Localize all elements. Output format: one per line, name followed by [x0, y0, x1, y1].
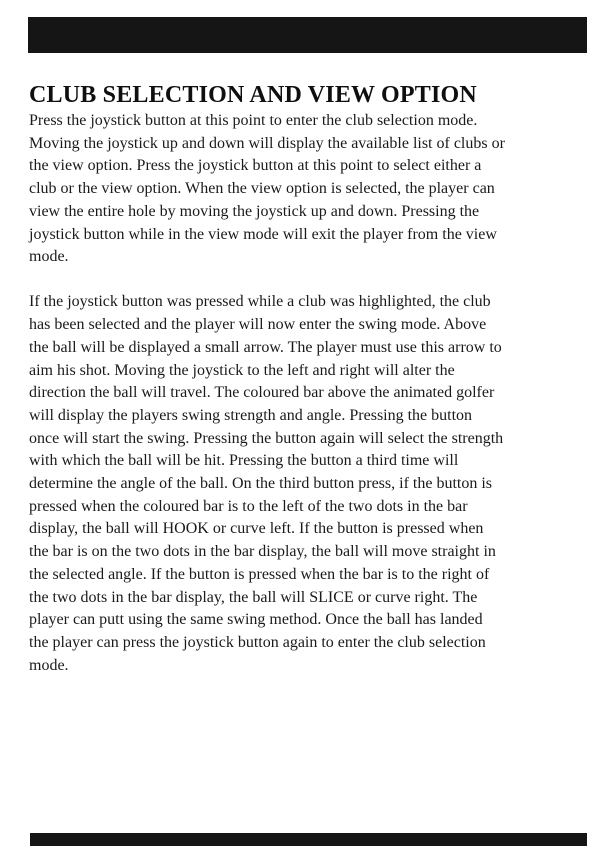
text-line: the two dots in the bar display, the ball will SLICE or curve right. The: [29, 588, 478, 606]
text-line: the bar is on the two dots in the bar display, the ball will move straight in: [29, 543, 496, 561]
section-title: CLUB SELECTION AND VIEW OPTION: [29, 82, 477, 108]
top-header-bar: [28, 17, 587, 53]
text-line: pressed when the coloured bar is to the left of the two dots in the bar: [29, 497, 468, 515]
text-line: once will start the swing. Pressing the button again will select the strength: [29, 429, 504, 447]
text-line: player can putt using the same swing method. Once the ball has landed: [29, 611, 483, 629]
bottom-footer-bar: [30, 833, 587, 846]
text-line: mode.: [29, 248, 69, 266]
text-line: mode.: [29, 656, 69, 674]
text-line: direction the ball will travel. The coloured bar above the animated golfer: [29, 384, 495, 402]
text-line: Press the joystick button at this point to enter the club selection mode.: [29, 112, 478, 129]
text-line: with which the ball will be hit. Pressing the button a third time will: [29, 452, 459, 470]
text-line: the ball will be displayed a small arrow. The player must use this arrow to: [29, 338, 502, 356]
text-line: Moving the joystick up and down will display the available list of clubs or: [29, 134, 505, 152]
text-line: display, the ball will HOOK or curve left. If the button is pressed when: [29, 520, 484, 538]
text-line: determine the angle of the ball. On the third button press, if the button is: [29, 475, 493, 493]
text-line: the selected angle. If the button is pressed when the bar is to the right of: [29, 565, 490, 583]
text-line: If the joystick button was pressed while a club was highlighted, the club: [29, 293, 491, 311]
text-line: has been selected and the player will now enter the swing mode. Above: [29, 316, 487, 334]
text-line: joystick button while in the view mode will exit the player from the view: [29, 225, 497, 243]
paragraph-club-selection: [29, 110, 589, 269]
text-line: view the entire hole by moving the joystick up and down. Pressing the: [29, 202, 480, 220]
text-line: the player can press the joystick button again to enter the club selection: [29, 633, 486, 651]
text-line: the view option. Press the joystick button at this point to select either a: [29, 157, 482, 175]
page-content: [29, 80, 589, 677]
text-line: will display the players swing strength and angle. Pressing the button: [29, 406, 473, 424]
text-line: aim his shot. Moving the joystick to the left and right will alter the: [29, 361, 455, 379]
text-line: club or the view option. When the view option is selected, the player can: [29, 180, 495, 198]
paragraph-swing-mode: [29, 291, 589, 677]
